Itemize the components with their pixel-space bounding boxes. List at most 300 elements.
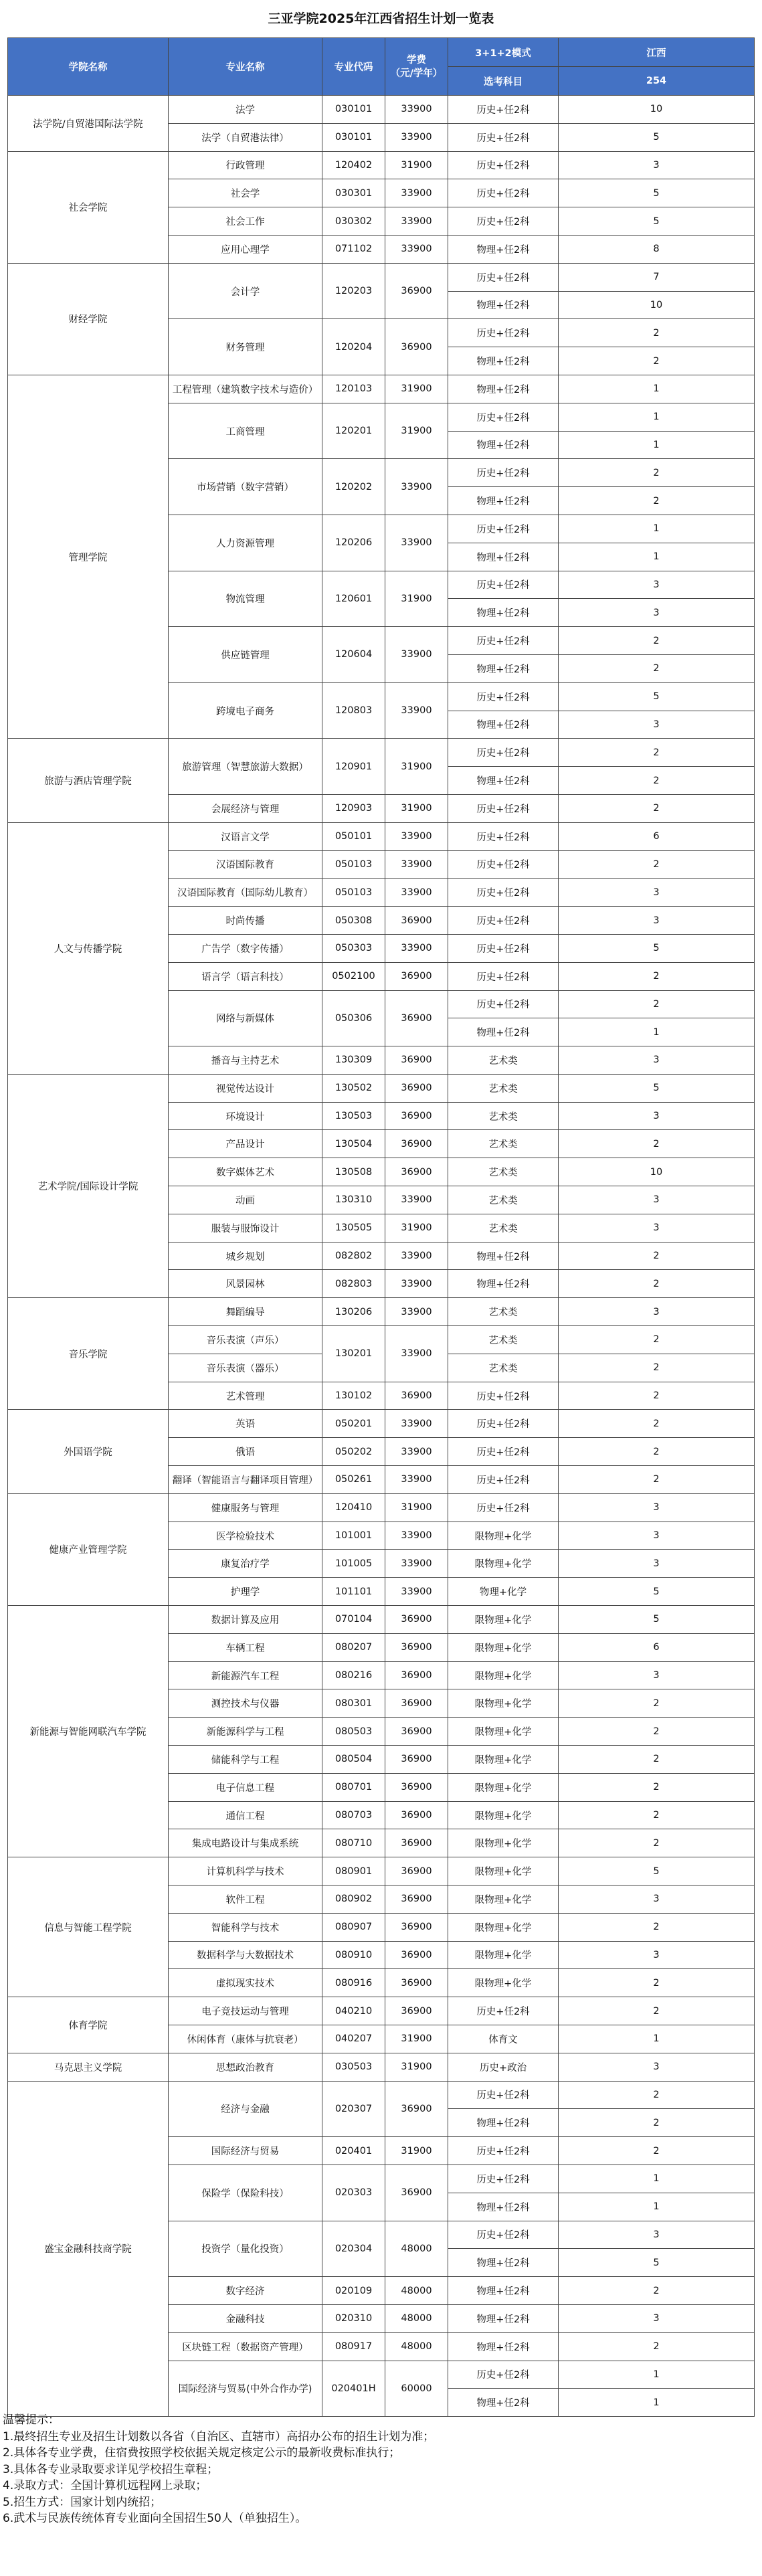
major-name: 区块链工程（数据资产管理） bbox=[169, 2332, 322, 2361]
plan-count: 2 bbox=[559, 1969, 755, 1997]
tuition-fee: 33900 bbox=[385, 850, 448, 879]
major-code: 080916 bbox=[322, 1969, 385, 1997]
plan-count: 1 bbox=[559, 543, 755, 571]
major-name: 软件工程 bbox=[169, 1885, 322, 1914]
major-code: 080710 bbox=[322, 1829, 385, 1857]
plan-count: 2 bbox=[559, 850, 755, 879]
subject-requirement: 限物理+化学 bbox=[448, 1913, 559, 1941]
major-code: 080703 bbox=[322, 1801, 385, 1829]
plan-count: 1 bbox=[559, 1018, 755, 1046]
college-name: 人文与传播学院 bbox=[8, 822, 169, 1074]
subject-requirement: 艺术类 bbox=[448, 1186, 559, 1214]
major-code: 020304 bbox=[322, 2221, 385, 2277]
college-name: 法学院/自贸港国际法学院 bbox=[8, 96, 169, 152]
major-code: 050308 bbox=[322, 907, 385, 935]
subject-requirement: 历史+任2科 bbox=[448, 794, 559, 822]
major-code: 080902 bbox=[322, 1885, 385, 1914]
major-code: 040210 bbox=[322, 1997, 385, 2025]
tuition-fee: 31900 bbox=[385, 794, 448, 822]
subject-requirement: 物理+任2科 bbox=[448, 487, 559, 515]
plan-count: 3 bbox=[559, 1661, 755, 1689]
major-name: 法学（自贸港法律） bbox=[169, 123, 322, 151]
tuition-fee: 36900 bbox=[385, 1746, 448, 1774]
major-code: 080910 bbox=[322, 1941, 385, 1969]
major-name: 计算机科学与技术 bbox=[169, 1857, 322, 1885]
plan-count: 5 bbox=[559, 1578, 755, 1606]
major-code: 050103 bbox=[322, 850, 385, 879]
major-name: 英语 bbox=[169, 1410, 322, 1438]
subject-requirement: 历史+任2科 bbox=[448, 1997, 559, 2025]
major-name: 智能科学与技术 bbox=[169, 1913, 322, 1941]
plan-count: 2 bbox=[559, 990, 755, 1018]
subject-requirement: 历史+任2科 bbox=[448, 822, 559, 850]
tuition-fee: 36900 bbox=[385, 1046, 448, 1075]
major-code: 120803 bbox=[322, 682, 385, 739]
note-item: 5.招生方式：国家计划内统招； bbox=[3, 2495, 162, 2509]
major-name: 物流管理 bbox=[169, 571, 322, 627]
college-name: 财经学院 bbox=[8, 263, 169, 375]
plan-count: 5 bbox=[559, 179, 755, 207]
plan-count: 5 bbox=[559, 1857, 755, 1885]
major-code: 020401 bbox=[322, 2137, 385, 2165]
tuition-fee: 33900 bbox=[385, 515, 448, 571]
college-name: 新能源与智能网联汽车学院 bbox=[8, 1606, 169, 1857]
major-name: 语言学（语言科技） bbox=[169, 962, 322, 990]
plan-count: 2 bbox=[559, 487, 755, 515]
plan-count: 2 bbox=[559, 2277, 755, 2305]
subject-requirement: 艺术类 bbox=[448, 1214, 559, 1242]
header-college: 学院名称 bbox=[8, 38, 169, 96]
college-name: 社会学院 bbox=[8, 151, 169, 263]
subject-requirement: 艺术类 bbox=[448, 1130, 559, 1158]
subject-requirement: 物理+任2科 bbox=[448, 2277, 559, 2305]
major-code: 130206 bbox=[322, 1298, 385, 1326]
subject-requirement: 历史+任2科 bbox=[448, 1382, 559, 1410]
tuition-fee: 33900 bbox=[385, 1550, 448, 1578]
tuition-fee: 36900 bbox=[385, 1102, 448, 1130]
plan-count: 1 bbox=[559, 403, 755, 431]
major-code: 120206 bbox=[322, 515, 385, 571]
major-name: 电子竞技运动与管理 bbox=[169, 1997, 322, 2025]
subject-requirement: 限物理+化学 bbox=[448, 1718, 559, 1746]
tuition-fee: 33900 bbox=[385, 1270, 448, 1298]
tuition-fee: 31900 bbox=[385, 1214, 448, 1242]
plan-count: 3 bbox=[559, 1102, 755, 1130]
plan-count: 2 bbox=[559, 1242, 755, 1270]
tuition-fee: 36900 bbox=[385, 2165, 448, 2221]
major-name: 新能源科学与工程 bbox=[169, 1718, 322, 1746]
plan-count: 5 bbox=[559, 1074, 755, 1102]
plan-count: 3 bbox=[559, 1298, 755, 1326]
major-code: 080504 bbox=[322, 1746, 385, 1774]
subject-requirement: 历史+任2科 bbox=[448, 879, 559, 907]
table-row bbox=[8, 1493, 755, 1522]
subject-requirement: 历史+任2科 bbox=[448, 2361, 559, 2389]
plan-count: 3 bbox=[559, 1522, 755, 1550]
tuition-fee: 36900 bbox=[385, 1689, 448, 1718]
plan-count: 5 bbox=[559, 123, 755, 151]
major-code: 050101 bbox=[322, 822, 385, 850]
tuition-fee: 36900 bbox=[385, 1158, 448, 1186]
major-name: 数据计算及应用 bbox=[169, 1606, 322, 1634]
header-fee-line2: （元/学年） bbox=[390, 68, 443, 79]
major-code: 130508 bbox=[322, 1158, 385, 1186]
note-item: 2.具体各专业学费，住宿费按照学校依据关规定核定公示的最新收费标准执行； bbox=[3, 2446, 401, 2460]
major-code: 120201 bbox=[322, 403, 385, 459]
subject-requirement: 历史+任2科 bbox=[448, 123, 559, 151]
tuition-fee: 33900 bbox=[385, 459, 448, 515]
tuition-fee: 36900 bbox=[385, 1913, 448, 1941]
major-code: 050103 bbox=[322, 879, 385, 907]
subject-requirement: 艺术类 bbox=[448, 1326, 559, 1354]
table-row bbox=[8, 151, 755, 179]
subject-requirement: 物理+任2科 bbox=[448, 2389, 559, 2417]
college-name: 管理学院 bbox=[8, 375, 169, 738]
plan-count: 3 bbox=[559, 2304, 755, 2332]
subject-requirement: 艺术类 bbox=[448, 1298, 559, 1326]
major-name: 艺术管理 bbox=[169, 1382, 322, 1410]
plan-count: 2 bbox=[559, 1829, 755, 1857]
subject-requirement: 历史+任2科 bbox=[448, 2165, 559, 2193]
plan-count: 2 bbox=[559, 794, 755, 822]
header-major: 专业名称 bbox=[169, 38, 322, 96]
plan-count: 3 bbox=[559, 599, 755, 627]
subject-requirement: 物理+任2科 bbox=[448, 2249, 559, 2277]
major-name: 经济与金融 bbox=[169, 2081, 322, 2137]
major-name: 城乡规划 bbox=[169, 1242, 322, 1270]
tuition-fee: 36900 bbox=[385, 1969, 448, 1997]
table-row bbox=[8, 1410, 755, 1438]
subject-requirement: 艺术类 bbox=[448, 1046, 559, 1075]
note-item: 4.录取方式：全国计算机远程网上录取； bbox=[3, 2479, 207, 2492]
major-name: 旅游管理（智慧旅游大数据） bbox=[169, 739, 322, 795]
tuition-fee: 31900 bbox=[385, 739, 448, 795]
college-name: 外国语学院 bbox=[8, 1410, 169, 1493]
table-row bbox=[8, 1606, 755, 1634]
plan-count: 1 bbox=[559, 2025, 755, 2053]
tuition-fee: 33900 bbox=[385, 1578, 448, 1606]
major-name: 人力资源管理 bbox=[169, 515, 322, 571]
college-name: 体育学院 bbox=[8, 1997, 169, 2053]
major-code: 020401H bbox=[322, 2361, 385, 2417]
subject-requirement: 历史+任2科 bbox=[448, 403, 559, 431]
plan-count: 3 bbox=[559, 151, 755, 179]
plan-count: 2 bbox=[559, 1410, 755, 1438]
subject-requirement: 历史+任2科 bbox=[448, 179, 559, 207]
plan-count: 3 bbox=[559, 1214, 755, 1242]
major-code: 0502100 bbox=[322, 962, 385, 990]
major-name: 行政管理 bbox=[169, 151, 322, 179]
plan-count: 3 bbox=[559, 1550, 755, 1578]
major-code: 101005 bbox=[322, 1550, 385, 1578]
subject-requirement: 历史+任2科 bbox=[448, 2137, 559, 2165]
plan-count: 1 bbox=[559, 515, 755, 543]
tuition-fee: 33900 bbox=[385, 1186, 448, 1214]
college-name: 艺术学院/国际设计学院 bbox=[8, 1074, 169, 1297]
subject-requirement: 物理+任2科 bbox=[448, 1270, 559, 1298]
major-name: 社会工作 bbox=[169, 207, 322, 236]
table-row bbox=[8, 2081, 755, 2109]
subject-requirement: 体育文 bbox=[448, 2025, 559, 2053]
subject-requirement: 历史+任2科 bbox=[448, 739, 559, 767]
plan-count: 2 bbox=[559, 1773, 755, 1801]
major-code: 080907 bbox=[322, 1913, 385, 1941]
major-code: 080917 bbox=[322, 2332, 385, 2361]
major-code: 082802 bbox=[322, 1242, 385, 1270]
table-row bbox=[8, 822, 755, 850]
major-code: 050201 bbox=[322, 1410, 385, 1438]
subject-requirement: 物理+任2科 bbox=[448, 375, 559, 403]
tuition-fee: 48000 bbox=[385, 2221, 448, 2277]
plan-count: 2 bbox=[559, 319, 755, 347]
major-name: 产品设计 bbox=[169, 1130, 322, 1158]
subject-requirement: 限物理+化学 bbox=[448, 1550, 559, 1578]
tuition-fee: 33900 bbox=[385, 207, 448, 236]
plan-count: 3 bbox=[559, 711, 755, 739]
major-name: 供应链管理 bbox=[169, 627, 322, 683]
table-row bbox=[8, 2053, 755, 2081]
subject-requirement: 限物理+化学 bbox=[448, 1606, 559, 1634]
plan-count: 2 bbox=[559, 347, 755, 375]
tuition-fee: 31900 bbox=[385, 403, 448, 459]
subject-requirement: 物理+任2科 bbox=[448, 599, 559, 627]
major-code: 120410 bbox=[322, 1493, 385, 1522]
subject-requirement: 限物理+化学 bbox=[448, 1661, 559, 1689]
subject-requirement: 限物理+化学 bbox=[448, 1941, 559, 1969]
plan-count: 3 bbox=[559, 571, 755, 599]
plan-count: 3 bbox=[559, 2053, 755, 2081]
table-row bbox=[8, 375, 755, 403]
plan-count: 3 bbox=[559, 1885, 755, 1914]
header-code: 专业代码 bbox=[322, 38, 385, 96]
plan-count: 5 bbox=[559, 934, 755, 962]
tuition-fee: 31900 bbox=[385, 2137, 448, 2165]
subject-requirement: 历史+任2科 bbox=[448, 1410, 559, 1438]
tuition-fee: 33900 bbox=[385, 179, 448, 207]
major-code: 080701 bbox=[322, 1773, 385, 1801]
plan-count: 2 bbox=[559, 1718, 755, 1746]
major-code: 050261 bbox=[322, 1466, 385, 1494]
table-body bbox=[8, 96, 755, 2417]
plan-count: 2 bbox=[559, 654, 755, 682]
tuition-fee: 36900 bbox=[385, 1997, 448, 2025]
subject-requirement: 历史+任2科 bbox=[448, 319, 559, 347]
plan-count: 2 bbox=[559, 1997, 755, 2025]
major-name: 汉语言文学 bbox=[169, 822, 322, 850]
major-code: 080216 bbox=[322, 1661, 385, 1689]
plan-count: 2 bbox=[559, 1354, 755, 1382]
major-name: 俄语 bbox=[169, 1438, 322, 1466]
college-name: 盛宝金融科技商学院 bbox=[8, 2081, 169, 2417]
plan-count: 3 bbox=[559, 2221, 755, 2249]
notes-heading: 温馨提示： bbox=[3, 2413, 60, 2427]
tuition-fee: 33900 bbox=[385, 879, 448, 907]
subject-requirement: 历史+任2科 bbox=[448, 515, 559, 543]
plan-count: 3 bbox=[559, 1493, 755, 1522]
tuition-fee: 33900 bbox=[385, 1298, 448, 1326]
major-name: 国际经济与贸易 bbox=[169, 2137, 322, 2165]
plan-count: 5 bbox=[559, 1606, 755, 1634]
subject-requirement: 限物理+化学 bbox=[448, 1857, 559, 1885]
plan-count: 6 bbox=[559, 1633, 755, 1661]
major-name: 工商管理 bbox=[169, 403, 322, 459]
tuition-fee: 48000 bbox=[385, 2304, 448, 2332]
major-code: 130102 bbox=[322, 1382, 385, 1410]
plan-count: 2 bbox=[559, 1438, 755, 1466]
subject-requirement: 物理+任2科 bbox=[448, 767, 559, 795]
major-name: 数字经济 bbox=[169, 2277, 322, 2305]
plan-count: 1 bbox=[559, 431, 755, 459]
plan-count: 2 bbox=[559, 1130, 755, 1158]
major-name: 测控技术与仪器 bbox=[169, 1689, 322, 1718]
major-code: 080901 bbox=[322, 1857, 385, 1885]
major-code: 130503 bbox=[322, 1102, 385, 1130]
major-name: 国际经济与贸易(中外合作办学) bbox=[169, 2361, 322, 2417]
major-code: 120203 bbox=[322, 263, 385, 319]
tuition-fee: 31900 bbox=[385, 1493, 448, 1522]
tuition-fee: 36900 bbox=[385, 1801, 448, 1829]
plan-count: 2 bbox=[559, 2137, 755, 2165]
tuition-fee: 36900 bbox=[385, 907, 448, 935]
tuition-fee: 36900 bbox=[385, 1857, 448, 1885]
plan-count: 7 bbox=[559, 263, 755, 291]
plan-count: 10 bbox=[559, 1158, 755, 1186]
subject-requirement: 限物理+化学 bbox=[448, 1633, 559, 1661]
tuition-fee: 36900 bbox=[385, 1941, 448, 1969]
major-name: 风景园林 bbox=[169, 1270, 322, 1298]
tuition-fee: 31900 bbox=[385, 571, 448, 627]
major-code: 080503 bbox=[322, 1718, 385, 1746]
major-name: 储能科学与工程 bbox=[169, 1746, 322, 1774]
major-name: 服装与服饰设计 bbox=[169, 1214, 322, 1242]
subject-requirement: 艺术类 bbox=[448, 1074, 559, 1102]
tuition-fee: 36900 bbox=[385, 1606, 448, 1634]
major-name: 护理学 bbox=[169, 1578, 322, 1606]
major-name: 数字媒体艺术 bbox=[169, 1158, 322, 1186]
header-subjects: 选考科目 bbox=[448, 67, 559, 96]
college-name: 信息与智能工程学院 bbox=[8, 1857, 169, 1997]
major-code: 120204 bbox=[322, 319, 385, 375]
major-code: 020310 bbox=[322, 2304, 385, 2332]
major-name: 跨境电子商务 bbox=[169, 682, 322, 739]
tuition-fee: 48000 bbox=[385, 2277, 448, 2305]
subject-requirement: 历史+任2科 bbox=[448, 571, 559, 599]
major-name: 康复治疗学 bbox=[169, 1550, 322, 1578]
major-code: 101001 bbox=[322, 1522, 385, 1550]
tuition-fee: 36900 bbox=[385, 1661, 448, 1689]
subject-requirement: 物理+任2科 bbox=[448, 543, 559, 571]
subject-requirement: 历史+任2科 bbox=[448, 907, 559, 935]
major-code: 080301 bbox=[322, 1689, 385, 1718]
major-name: 播音与主持艺术 bbox=[169, 1046, 322, 1075]
subject-requirement: 艺术类 bbox=[448, 1354, 559, 1382]
plan-count: 2 bbox=[559, 1326, 755, 1354]
table-row bbox=[8, 1074, 755, 1102]
major-name: 时尚传播 bbox=[169, 907, 322, 935]
major-name: 环境设计 bbox=[169, 1102, 322, 1130]
tuition-fee: 36900 bbox=[385, 319, 448, 375]
subject-requirement: 限物理+化学 bbox=[448, 1746, 559, 1774]
tuition-fee: 33900 bbox=[385, 627, 448, 683]
major-code: 030302 bbox=[322, 207, 385, 236]
major-name: 虚拟现实技术 bbox=[169, 1969, 322, 1997]
subject-requirement: 历史+任2科 bbox=[448, 1438, 559, 1466]
subject-requirement: 历史+任2科 bbox=[448, 990, 559, 1018]
tuition-fee: 36900 bbox=[385, 1773, 448, 1801]
major-name: 市场营销（数字营销） bbox=[169, 459, 322, 515]
major-name: 法学 bbox=[169, 96, 322, 124]
subject-requirement: 历史+任2科 bbox=[448, 934, 559, 962]
plan-count: 2 bbox=[559, 2081, 755, 2109]
tuition-fee: 33900 bbox=[385, 822, 448, 850]
subject-requirement: 限物理+化学 bbox=[448, 1773, 559, 1801]
major-name: 视觉传达设计 bbox=[169, 1074, 322, 1102]
tuition-fee: 33900 bbox=[385, 682, 448, 739]
major-code: 030503 bbox=[322, 2053, 385, 2081]
subject-requirement: 历史+任2科 bbox=[448, 2221, 559, 2249]
subject-requirement: 历史+任2科 bbox=[448, 263, 559, 291]
plan-count: 2 bbox=[559, 1270, 755, 1298]
tuition-fee: 33900 bbox=[385, 1410, 448, 1438]
college-name: 健康产业管理学院 bbox=[8, 1493, 169, 1605]
table-row bbox=[8, 263, 755, 291]
subject-requirement: 历史+任2科 bbox=[448, 207, 559, 236]
plan-count: 3 bbox=[559, 907, 755, 935]
subject-requirement: 物理+任2科 bbox=[448, 1242, 559, 1270]
plan-count: 1 bbox=[559, 2361, 755, 2389]
major-code: 050306 bbox=[322, 990, 385, 1046]
header-fee bbox=[385, 38, 448, 96]
subject-requirement: 历史+政治 bbox=[448, 2053, 559, 2081]
major-name: 电子信息工程 bbox=[169, 1773, 322, 1801]
major-code: 120901 bbox=[322, 739, 385, 795]
subject-requirement: 限物理+化学 bbox=[448, 1969, 559, 1997]
tuition-fee: 33900 bbox=[385, 1242, 448, 1270]
plan-count: 8 bbox=[559, 235, 755, 263]
major-code: 120103 bbox=[322, 375, 385, 403]
subject-requirement: 物理+任2科 bbox=[448, 711, 559, 739]
plan-count: 6 bbox=[559, 822, 755, 850]
subject-requirement: 物理+任2科 bbox=[448, 1018, 559, 1046]
tuition-fee: 31900 bbox=[385, 375, 448, 403]
major-name: 翻译（智能语言与翻译项目管理） bbox=[169, 1466, 322, 1494]
page-title: 三亚学院2025年江西省招生计划一览表 bbox=[268, 11, 494, 26]
tuition-fee: 60000 bbox=[385, 2361, 448, 2417]
header-total: 254 bbox=[559, 67, 755, 96]
plan-count: 2 bbox=[559, 1913, 755, 1941]
tuition-fee: 33900 bbox=[385, 1522, 448, 1550]
subject-requirement: 历史+任2科 bbox=[448, 151, 559, 179]
plan-count: 1 bbox=[559, 375, 755, 403]
major-code: 120903 bbox=[322, 794, 385, 822]
major-code: 082803 bbox=[322, 1270, 385, 1298]
tuition-fee: 36900 bbox=[385, 1633, 448, 1661]
subject-requirement: 物理+任2科 bbox=[448, 347, 559, 375]
subject-requirement: 历史+任2科 bbox=[448, 682, 559, 711]
tuition-fee: 33900 bbox=[385, 96, 448, 124]
plan-count: 5 bbox=[559, 207, 755, 236]
plan-count: 2 bbox=[559, 459, 755, 487]
plan-count: 2 bbox=[559, 1689, 755, 1718]
tuition-fee: 36900 bbox=[385, 1718, 448, 1746]
subject-requirement: 限物理+化学 bbox=[448, 1885, 559, 1914]
tuition-fee: 31900 bbox=[385, 151, 448, 179]
subject-requirement: 历史+任2科 bbox=[448, 850, 559, 879]
subject-requirement: 限物理+化学 bbox=[448, 1829, 559, 1857]
major-code: 080207 bbox=[322, 1633, 385, 1661]
major-name: 社会学 bbox=[169, 179, 322, 207]
subject-requirement: 艺术类 bbox=[448, 1158, 559, 1186]
